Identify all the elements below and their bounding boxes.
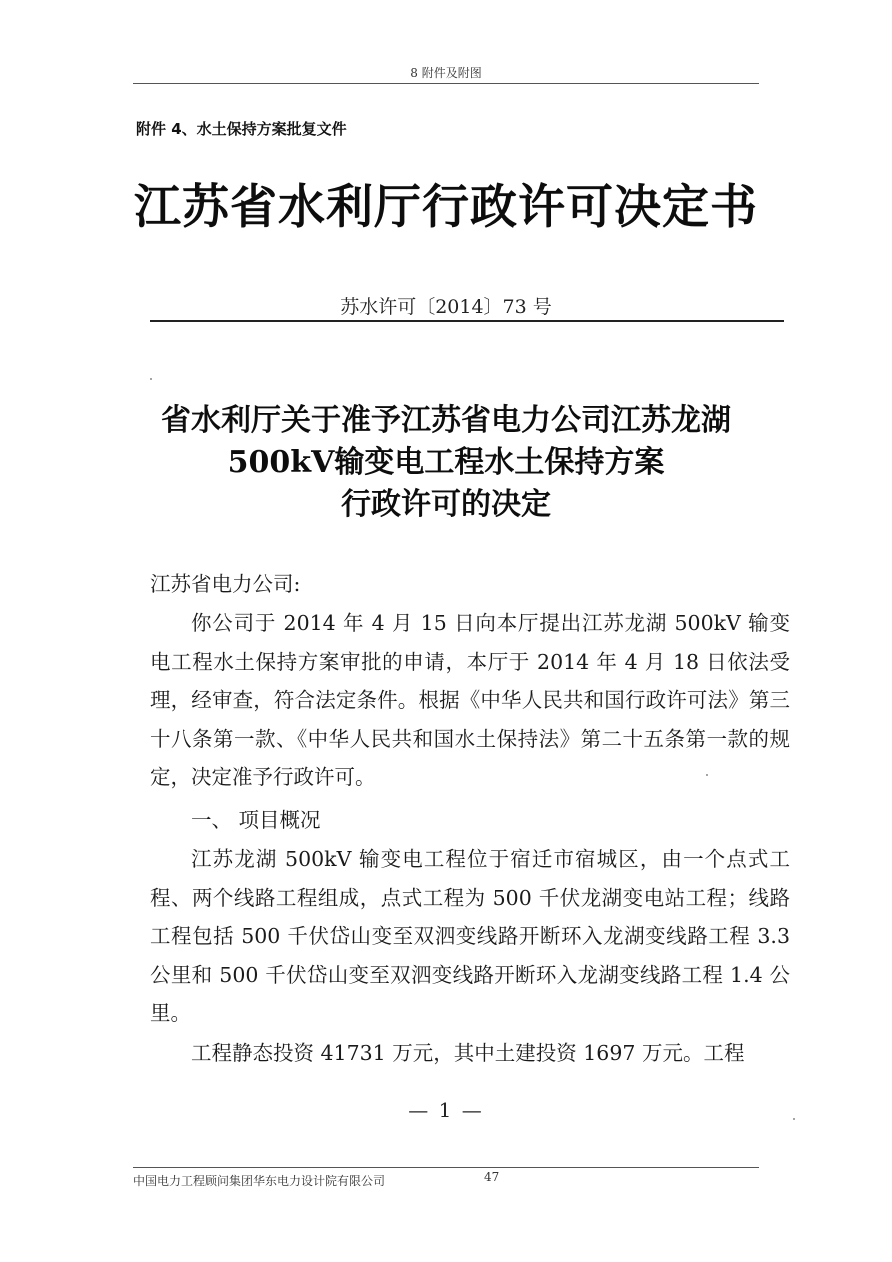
document-number-rule xyxy=(150,320,784,322)
document-title: 江苏省水利厅行政许可决定书 xyxy=(134,180,758,235)
inner-page-marker: — 1 — xyxy=(408,1098,484,1122)
section-heading-1: 一、 项目概况 xyxy=(191,808,321,832)
body-paragraph-1: 你公司于 2014 年 4 月 15 日向本厅提出江苏龙湖 500kV 输变电工程水土保持方案审批的申请，本厅于 2014 年 4 月 18 日依法受理，经审查，符合法定条件。根据《中华人民共和国行政许可法》第三十八条第一款、《中华人民共和国水土保持法》第二十五条第一款的规定，决定准予行政许可。 xyxy=(150,611,790,789)
footer-company: 中国电力工程顾问集团华东电力设计院有限公司 xyxy=(133,1174,386,1188)
footer-rule xyxy=(133,1167,759,1168)
decision-title-line-3: 行政许可的决定 xyxy=(341,487,551,522)
decision-title-line-2: 500kV输变电工程水土保持方案 xyxy=(227,445,665,480)
scan-speck xyxy=(150,378,152,380)
decision-title-line-1: 省水利厅关于准予江苏省电力公司江苏龙湖 xyxy=(161,403,731,438)
document-number: 苏水许可〔2014〕73 号 xyxy=(340,296,552,318)
decision-title xyxy=(0,400,892,526)
scan-speck xyxy=(793,1118,795,1120)
scan-speck xyxy=(706,774,708,776)
footer-page-number: 47 xyxy=(484,1170,500,1184)
header-rule xyxy=(133,83,759,84)
body-paragraph-2: 江苏龙湖 500kV 输变电工程位于宿迁市宿城区，由一个点式工程、两个线路工程组成，点式工程为 500 千伏龙湖变电站工程；线路工程包括 500 千伏岱山变至双泗变线路开断环入龙湖变线路工程 3.3 公里和 500 千伏岱山变至双泗变线路开断环入龙湖变线路工程 1.4 公里。 xyxy=(150,847,790,1025)
header-section-label: 8 附件及附图 xyxy=(410,66,482,80)
addressee: 江苏省电力公司: xyxy=(150,572,301,596)
attachment-label: 附件 4、水土保持方案批复文件 xyxy=(136,120,347,138)
body-paragraph-3: 工程静态投资 41731 万元，其中土建投资 1697 万元。工程 xyxy=(191,1041,745,1065)
